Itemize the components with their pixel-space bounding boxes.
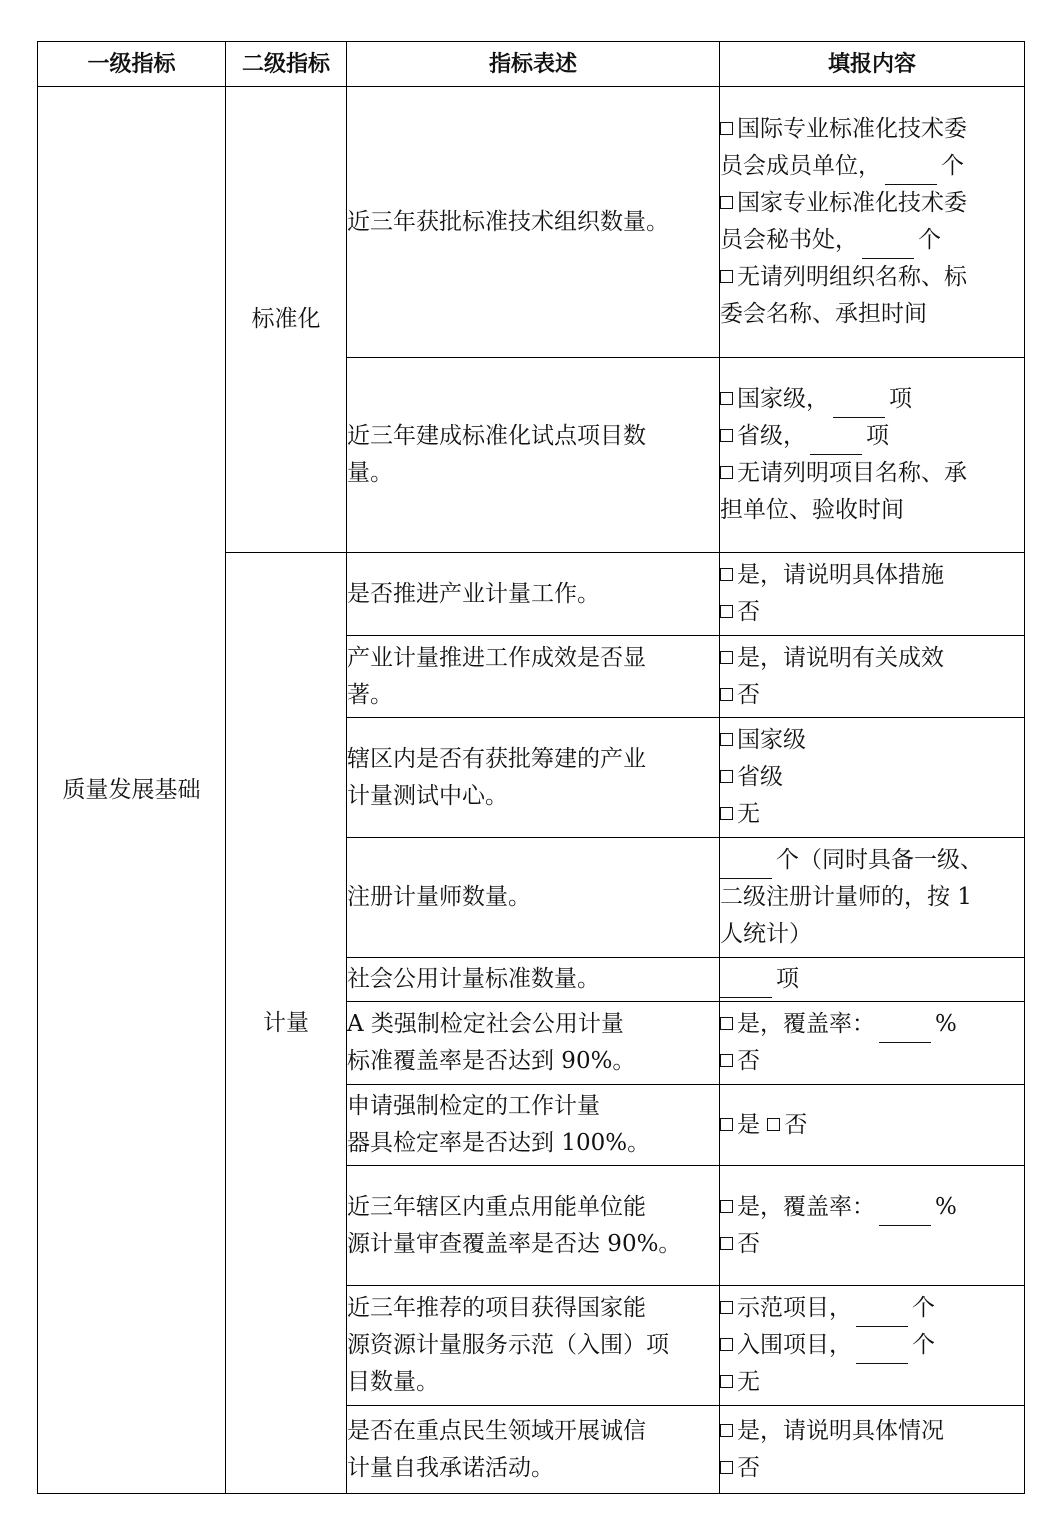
row-content: 国家级， 项 省级， 项 无请列明项目名称、承 担单位、验收时间 [720,358,1025,553]
row-description: 辖区内是否有获批筹建的产业 计量测试中心。 [347,718,720,838]
header-description: 指标表述 [347,42,720,87]
header-level1: 一级指标 [38,42,226,87]
checkbox[interactable] [720,1338,733,1351]
checkbox[interactable] [720,1237,733,1250]
level2-metrology: 计量 [226,553,347,1494]
checkbox[interactable] [720,122,733,135]
row-content: 项 [720,958,1025,1002]
fill-blank[interactable] [862,234,914,259]
fill-blank[interactable] [879,1201,931,1226]
checkbox[interactable] [720,196,733,209]
checkbox[interactable] [720,770,733,783]
row-description: 近三年建成标准化试点项目数 量。 [347,358,720,553]
checkbox[interactable] [720,1200,733,1213]
row-description: 产业计量推进工作成效是否显 著。 [347,636,720,718]
row-content: 是，覆盖率： % 否 [720,1002,1025,1085]
row-description: 注册计量师数量。 [347,838,720,958]
checkbox[interactable] [720,1424,733,1437]
fill-blank[interactable] [885,160,937,185]
checkbox[interactable] [720,270,733,283]
checkbox[interactable] [720,1301,733,1314]
row-content: 示范项目， 个 入围项目， 个 无 [720,1286,1025,1406]
checkbox[interactable] [720,807,733,820]
checkbox[interactable] [720,466,733,479]
row-content: 是，覆盖率： % 否 [720,1166,1025,1286]
fill-blank[interactable] [810,430,862,455]
indicator-table [37,41,1025,1494]
fill-blank[interactable] [720,973,772,998]
row-content: 是，请说明具体情况 否 [720,1406,1025,1494]
checkbox[interactable] [767,1118,780,1131]
row-description: A 类强制检定社会公用计量 标准覆盖率是否达到 90%。 [347,1002,720,1085]
level1-cell: 质量发展基础 [38,87,226,1494]
row-description: 社会公用计量标准数量。 [347,958,720,1002]
fill-blank[interactable] [879,1018,931,1043]
row-content: 个（同时具备一级、 二级注册计量师的，按 1 人统计） [720,838,1025,958]
fill-blank[interactable] [856,1339,908,1364]
row-description: 是否推进产业计量工作。 [347,553,720,636]
table-row [38,87,1025,358]
checkbox[interactable] [720,429,733,442]
checkbox[interactable] [720,605,733,618]
fill-blank[interactable] [720,854,772,879]
row-description: 是否在重点民生领域开展诚信 计量自我承诺活动。 [347,1406,720,1494]
header-row [38,42,1025,87]
checkbox[interactable] [720,733,733,746]
fill-blank[interactable] [856,1302,908,1327]
checkbox[interactable] [720,651,733,664]
checkbox[interactable] [720,1375,733,1388]
checkbox[interactable] [720,392,733,405]
level2-standardization: 标准化 [226,87,347,553]
row-content: 国际专业标准化技术委 员会成员单位， 个 国家专业标准化技术委 员会秘书处， 个 无请列明组织名称、标 委会名称、承担时间 [720,87,1025,358]
fill-blank[interactable] [833,393,885,418]
checkbox[interactable] [720,1017,733,1030]
checkbox[interactable] [720,568,733,581]
row-description: 申请强制检定的工作计量 器具检定率是否达到 100%。 [347,1085,720,1166]
row-content: 国家级 省级 无 [720,718,1025,838]
row-description: 近三年辖区内重点用能单位能 源计量审查覆盖率是否达 90%。 [347,1166,720,1286]
header-content: 填报内容 [720,42,1025,87]
header-level2: 二级指标 [226,42,347,87]
row-content: 是，请说明有关成效 否 [720,636,1025,718]
checkbox[interactable] [720,1461,733,1474]
row-description: 近三年获批标准技术组织数量。 [347,87,720,358]
checkbox[interactable] [720,688,733,701]
row-description: 近三年推荐的项目获得国家能 源资源计量服务示范（入围）项 目数量。 [347,1286,720,1406]
checkbox[interactable] [720,1118,733,1131]
row-content: 是 否 [720,1085,1025,1166]
checkbox[interactable] [720,1054,733,1067]
row-content: 是，请说明具体措施 否 [720,553,1025,636]
